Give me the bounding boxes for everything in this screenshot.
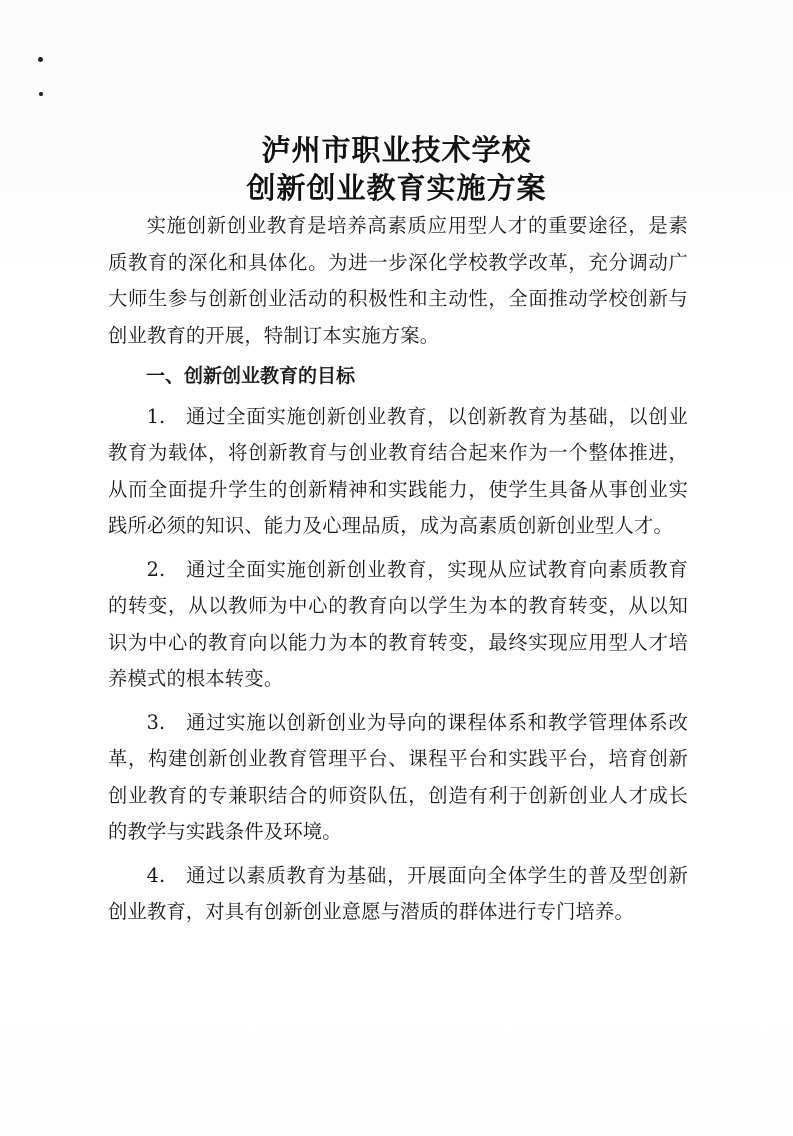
goal-item-3: 3. 通过实施以创新创业为导向的课程体系和教学管理体系改革，构建创新创业教育管理平台、课程平台和实践平台，培育创新创业教育的专兼职结合的师资队伍，创造有利于创新创业人才成长的教学与实践条件及环境。	[108, 710, 688, 843]
scan-speck	[39, 92, 43, 96]
goal-item-4: 4. 通过以素质教育为基础，开展面向全体学生的普及型创新创业教育，对具有创新创业意愿与潜质的群体进行专门培养。	[108, 863, 688, 923]
document-title-line-2: 创新创业教育实施方案	[246, 171, 547, 205]
section-heading: 一、创新创业教育的目标	[146, 365, 356, 387]
goal-item-1: 1. 通过全面实施创新创业教育，以创新教育为基础，以创业教育为载体，将创新教育与创业教育结合起来作为一个整体推进，从而全面提升学生的创新精神和实践能力，使学生具备从事创业实践所必须的知识、能力及心理品质，成为高素质创新创业型人才。	[108, 404, 688, 537]
intro-paragraph: 实施创新创业教育是培养高素质应用型人才的重要途径，是素质教育的深化和具体化。为进一步深化学校教学改革，充分调动广大师生参与创新创业活动的积极性和主动性，全面推动学校创新与创业教育的开展，特制订本实施方案。	[108, 214, 688, 347]
goal-item-2: 2. 通过全面实施创新创业教育，实现从应试教育向素质教育的转变，从以教师为中心的教育向以学生为本的教育转变，从以知识为中心的教育向以能力为本的教育转变，最终实现应用型人才培养模式的根本转变。	[108, 557, 688, 690]
document-body	[108, 208, 688, 931]
document-title-line-1: 泸州市职业技术学校	[261, 133, 532, 167]
scan-speck	[38, 57, 43, 62]
